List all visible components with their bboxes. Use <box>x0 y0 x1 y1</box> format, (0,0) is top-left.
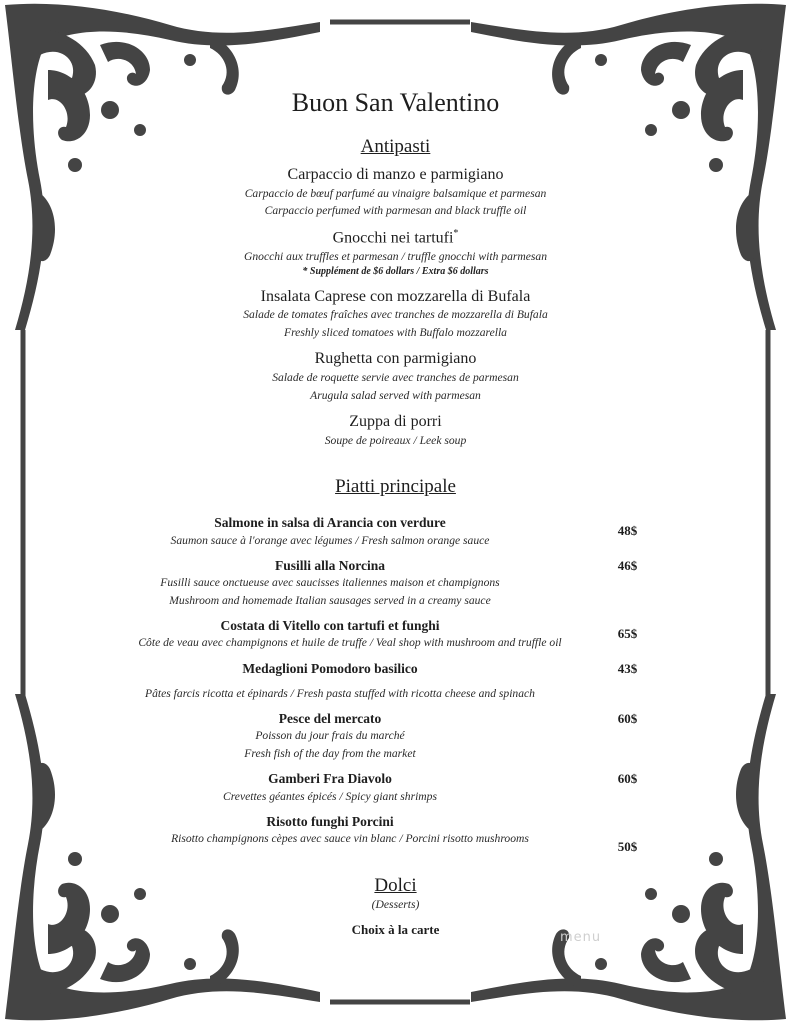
main-item-desc: Fusilli sauce onctueuse avec saucisses italiennes maison et champignons <box>160 576 500 589</box>
dolci-note: Choix à la carte <box>351 922 440 937</box>
section-dolci-heading: Dolci <box>374 875 417 896</box>
main-item-name: Fusilli alla Norcina <box>274 558 385 573</box>
main-item-desc: Mushroom and homemade Italian sausages served in a creamy sauce <box>169 594 491 607</box>
main-item-desc: Crevettes géantes épicés / Spicy giant shrimps <box>222 790 437 803</box>
section-principale-heading: Piatti principale <box>335 476 456 497</box>
main-item-price: 60$ <box>617 771 638 786</box>
main-item-price: 50$ <box>617 839 638 854</box>
antipasti-item-name: Carpaccio di manzo e parmigiano <box>287 166 504 183</box>
antipasti-item-desc-en: Freshly sliced tomatoes with Buffalo mozzarella <box>284 326 507 339</box>
main-item-desc: Saumon sauce à l'orange avec légumes / Fresh salmon orange sauce <box>170 534 490 547</box>
antipasti-item-desc-fr: Salade de tomates fraîches avec tranches de mozzarella di Bufala <box>243 308 548 321</box>
watermark: menu <box>560 930 602 945</box>
section-antipasti-heading: Antipasti <box>360 136 431 157</box>
main-item-desc: Pâtes farcis ricotta et épinards / Fresh pasta stuffed with ricotta cheese and spinach <box>145 687 535 700</box>
antipasti-item-name: Gnocchi nei tartufi* <box>332 228 459 247</box>
main-item-desc: Poisson du jour frais du marché <box>255 729 405 742</box>
supplement-marker: * <box>453 228 459 239</box>
main-item-price: 60$ <box>617 711 638 726</box>
supplement-note: * Supplément de $6 dollars / Extra $6 dollars <box>302 266 489 277</box>
antipasti-item-desc-fr: Gnocchi aux truffles et parmesan / truffle gnocchi with parmesan <box>243 250 547 263</box>
antipasti-item-desc-en: Carpaccio perfumed with parmesan and black truffle oil <box>264 204 527 217</box>
dolci-subtitle: (Desserts) <box>371 898 420 911</box>
main-item-name: Costata di Vitello con tartufi et funghi <box>220 618 440 633</box>
main-item-price: 65$ <box>617 626 638 641</box>
main-item-desc: Fresh fish of the day from the market <box>244 747 416 760</box>
antipasti-item-desc-fr: Soupe de poireaux / Leek soup <box>324 434 467 447</box>
antipasti-item-desc-en: Arugula salad served with parmesan <box>310 389 481 402</box>
antipasti-item-name: Rughetta con parmigiano <box>314 350 477 367</box>
main-item-name: Salmone in salsa di Arancia con verdure <box>214 515 446 530</box>
main-item-price: 48$ <box>617 523 638 538</box>
antipasti-item-desc-fr: Carpaccio de bœuf parfumé au vinaigre balsamique et parmesan <box>244 187 547 200</box>
antipasti-item-name: Insalata Caprese con mozzarella di Bufala <box>260 288 531 305</box>
main-item-price: 46$ <box>617 558 638 573</box>
main-item-price: 43$ <box>617 661 638 676</box>
menu-title: Buon San Valentino <box>291 88 500 117</box>
main-item-desc: Côte de veau avec champignons et huile de truffe / Veal shop with mushroom and truffle oil <box>138 636 562 649</box>
main-item-desc: Risotto champignons cèpes avec sauce vin blanc / Porcini risotto mushrooms <box>171 832 529 845</box>
main-item-name: Medaglioni Pomodoro basilico <box>242 661 418 676</box>
main-item-name: Pesce del mercato <box>278 711 382 726</box>
antipasti-item-name: Zuppa di porri <box>349 413 442 430</box>
main-item-name: Gamberi Fra Diavolo <box>268 771 392 786</box>
antipasti-item-desc-fr: Salade de roquette servie avec tranches de parmesan <box>272 371 519 384</box>
main-item-name: Risotto funghi Porcini <box>266 814 394 829</box>
